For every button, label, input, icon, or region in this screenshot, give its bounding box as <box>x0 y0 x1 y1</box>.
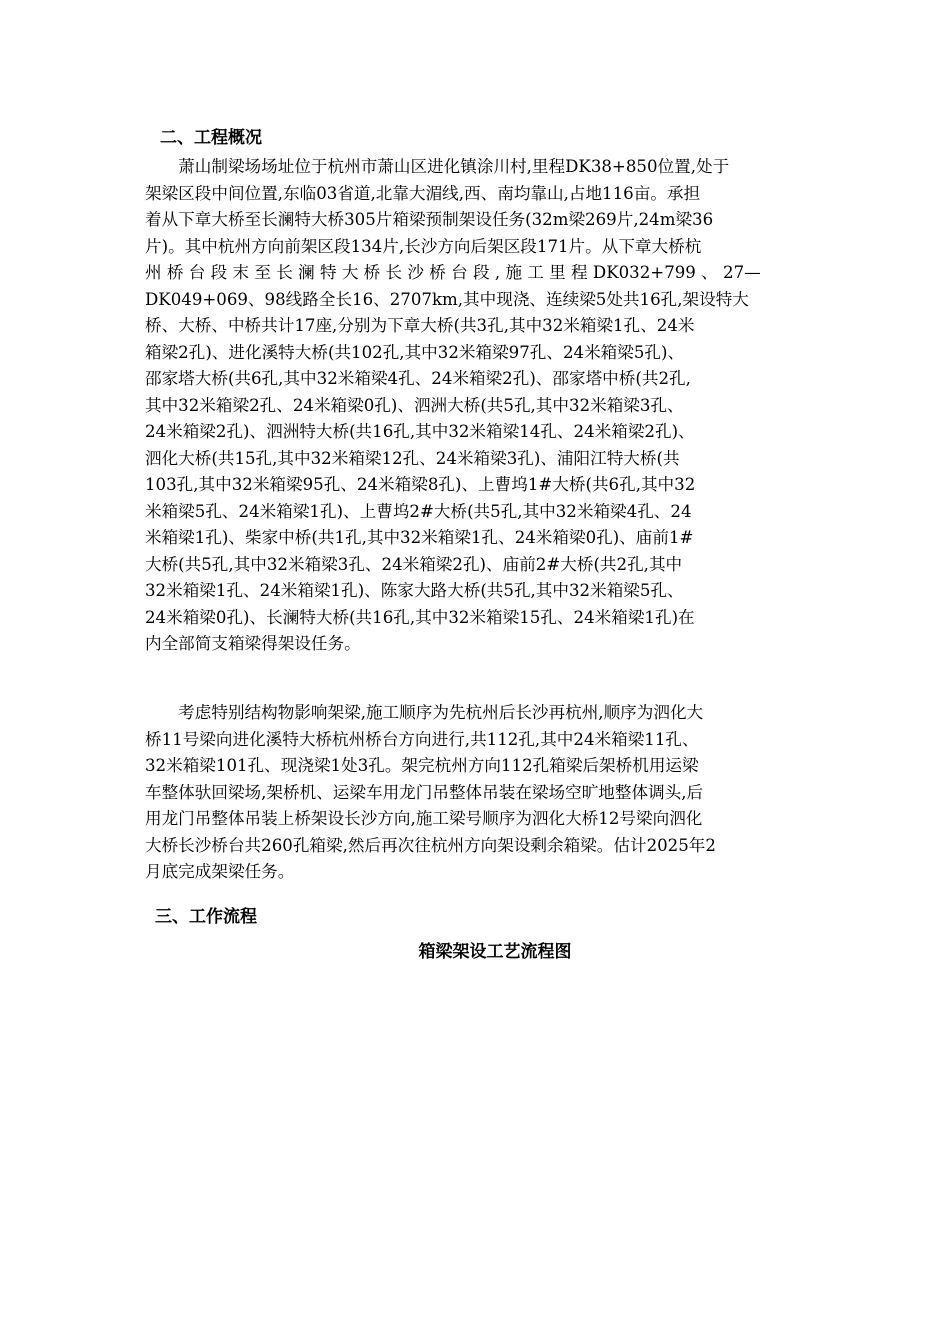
flowchart-title: 箱梁架设工艺流程图 <box>418 942 572 962</box>
paragraph-line: 月底完成架梁任务。 <box>145 862 295 881</box>
paragraph-line: 泗化大桥(共15孔,其中32米箱梁12孔、24米箱梁3孔)、浦阳江特大桥(共 <box>145 448 680 468</box>
paragraph-line: 着从下章大桥至长澜特大桥305片箱梁预制架设任务(32m梁269片,24m梁36 <box>145 210 714 229</box>
paragraph-line: 其中32米箱梁2孔、24米箱梁0孔)、泗洲大桥(共5孔,其中32米箱梁3孔、 <box>145 395 684 415</box>
paragraph-line: 用龙门吊整体吊装上桥架设长沙方向,施工梁号顺序为泗化大桥12号梁向泗化 <box>145 809 703 828</box>
paragraph-line: 32米箱梁101孔、现浇梁1处3孔。架完杭州方向112孔箱梁后架桥机用运梁 <box>145 756 699 775</box>
paragraph-line: 架梁区段中间位置,东临03省道,北靠大湄线,西、南均靠山,占地116亩。承担 <box>145 183 701 203</box>
paragraph-line: 米箱梁5孔、24米箱梁1孔)、上曹坞2#大桥(共5孔,其中32米箱梁4孔、24 <box>145 501 692 521</box>
paragraph-line: 24米箱梁0孔)、长澜特大桥(共16孔,其中32米箱梁15孔、24米箱梁1孔)在 <box>145 607 695 627</box>
section-heading-project-overview: 二、工程概况 <box>160 128 262 148</box>
paragraph-line: 州 桥 台 段 末 至 长 澜 特 大 桥 长 沙 桥 台 段 , 施 工 里 程 DK032+799 、 27— <box>145 263 761 282</box>
paragraph-line: 考虑特别结构物影响架梁,施工顺序为先杭州后长沙再杭州,顺序为泗化大 <box>145 703 704 722</box>
paragraph-line: 内全部简支箱梁得架设任务。 <box>145 634 361 653</box>
section-heading-workflow: 三、工作流程 <box>155 907 257 927</box>
paragraph-line: 32米箱梁1孔、24米箱梁1孔)、陈家大路大桥(共5孔,其中32米箱梁5孔、 <box>145 581 684 600</box>
construction-sequence-paragraph <box>145 700 820 886</box>
paragraph-line: 桥、大桥、中桥共计17座,分别为下章大桥(共3孔,其中32米箱梁1孔、24米 <box>145 316 695 335</box>
paragraph-line: 桥11号梁向进化溪特大桥杭州桥台方向进行,共112孔,其中24米箱梁11孔、 <box>145 729 699 749</box>
paragraph-line: 邵家塔大桥(共6孔,其中32米箱梁4孔、24米箱梁2孔)、邵家塔中桥(共2孔, <box>145 369 691 388</box>
paragraph-line: 车整体驮回梁场,架桥机、运梁车用龙门吊整体吊装在梁场空旷地整体调头,后 <box>145 782 704 802</box>
paragraph-line: DK049+069、98线路全长16、2707km,其中现浇、连续梁5处共16孔,架设特大 <box>145 289 749 309</box>
paragraph-line: 大桥长沙桥台共260孔箱梁,然后再次往杭州方向架设剩余箱梁。估计2025年2 <box>145 835 716 855</box>
paragraph-line: 103孔,其中32米箱梁95孔、24米箱梁8孔)、上曹坞1#大桥(共6孔,其中32 <box>145 475 696 494</box>
paragraph-line: 箱梁2孔)、进化溪特大桥(共102孔,其中32米箱梁97孔、24米箱梁5孔)、 <box>145 342 685 362</box>
paragraph-line: 24米箱梁2孔)、泗洲特大桥(共16孔,其中32米箱梁14孔、24米箱梁2孔)、 <box>145 422 695 441</box>
paragraph-line: 萧山制梁场场址位于杭州市萧山区进化镇涂川村,里程DK38+850位置,处于 <box>145 157 730 176</box>
paragraph-line: 片)。其中杭州方向前架区段134片,长沙方向后架区段171片。从下章大桥杭 <box>145 236 702 256</box>
project-overview-paragraph <box>145 154 820 658</box>
paragraph-line: 大桥(共5孔,其中32米箱梁3孔、24米箱梁2孔)、庙前2#大桥(共2孔,其中 <box>145 554 683 574</box>
paragraph-line: 米箱梁1孔)、柴家中桥(共1孔,其中32米箱梁1孔、24米箱梁0孔)、庙前1# <box>145 528 694 547</box>
